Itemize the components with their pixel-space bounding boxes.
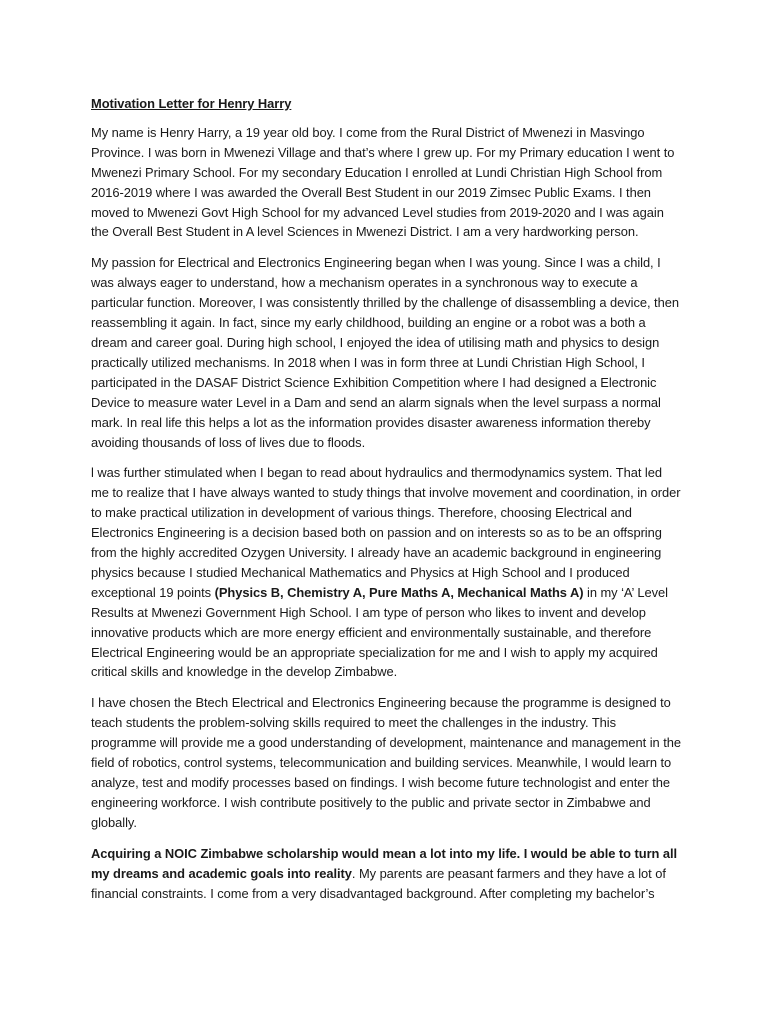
paragraph-text: . My parents are peasant farmers and they have a lot of financial constraints. I come from a very disadvantaged background. After completing my bachelor’s [91, 865, 666, 901]
paragraph-programme [91, 693, 681, 832]
paragraph-background [91, 463, 681, 682]
paragraph-text: in my ‘A’ Level Results at Mwenezi Government High School. I am type of person who likes to invent and develop innovative products which are more energy efficient and environmentally sustainable, and therefore Electrical Engineering would be an appropriate specialization for me and I wish to apply my acquired critical skills and knowledge in the develop Zimbabwe. [91, 584, 668, 680]
paragraph-text: My name is Henry Harry, a 19 year old boy. I come from the Rural District of Mwenezi in Masvingo Province. I was born in Mwenezi Village and that’s where I grew up. For my Primary education I went to Mwenezi Primary School. For my secondary Education I enrolled at Lundi Christian High School from 2016-2019 where I was awarded the Overall Best Student in our 2019 Zimsec Public Exams. I then moved to Mwenezi Govt High School for my advanced Level studies from 2019-2020 and I was again the Overall Best Student in A level Sciences in Mwenezi District. I am a very hardworking person. [91, 124, 675, 240]
letter-page [91, 94, 681, 914]
paragraph-text: My passion for Electrical and Electronics Engineering began when I was young. Since I was a child, I was always eager to understand, how a mechanism operates in a synchronous way to execute a particular function. Moreover, I was consistently thrilled by the challenge of disassembling a device, then reassembling it again. In fact, since my early childhood, building an engine or a robot was a both a dream and career goal. During high school, I enjoyed the idea of utilising math and physics to design practically utilized mechanisms. In 2018 when I was in form three at Lundi Christian High School, I participated in the DASAF District Science Exhibition Competition where I had designed a Electronic Device to measure water Level in a Dam and send an alarm signals when the level surpass a normal mark. In real life this helps a lot as the information provides disaster awareness information thereby avoiding thousands of loss of lives due to floods. [91, 255, 679, 450]
scholarship-bold-text: Acquiring a NOIC Zimbabwe scholarship would mean a lot into my life. I would be able to turn all my dreams and academic goals into reality [91, 845, 678, 881]
paragraph-introduction [91, 123, 681, 242]
paragraph-scholarship [91, 844, 681, 904]
letter-title: Motivation Letter for Henry Harry [91, 96, 292, 111]
results-bold-text: (Physics B, Chemistry A, Pure Maths A, Mechanical Maths A) [214, 584, 584, 600]
paragraph-text: I have chosen the Btech Electrical and Electronics Engineering because the programme is designed to teach students the problem-solving skills required to meet the challenges in the industry. This programme will provide me a good understanding of development, maintenance and management in the field of robotics, control systems, telecommunication and building services. Meanwhile, I would learn to analyze, test and modify processes based on findings. I wish become future technologist and enter the engineering workforce. I wish contribute positively to the public and private sector in Zimbabwe and globally. [91, 695, 681, 830]
paragraph-text: l was further stimulated when I began to read about hydraulics and thermodynamics system. That led me to realize that I have always wanted to study things that involve movement and coordination, in order to make practical utilization in development of various things. Therefore, choosing Electrical and Electronics Engineering is a decision based both on passion and on interests so as to be an offspring from the highly accredited Ozygen University. I already have an academic background in engineering physics because I studied Mechanical Mathematics and Physics at High School and I produced exceptional 19 points [91, 465, 681, 600]
paragraph-passion [91, 253, 681, 452]
